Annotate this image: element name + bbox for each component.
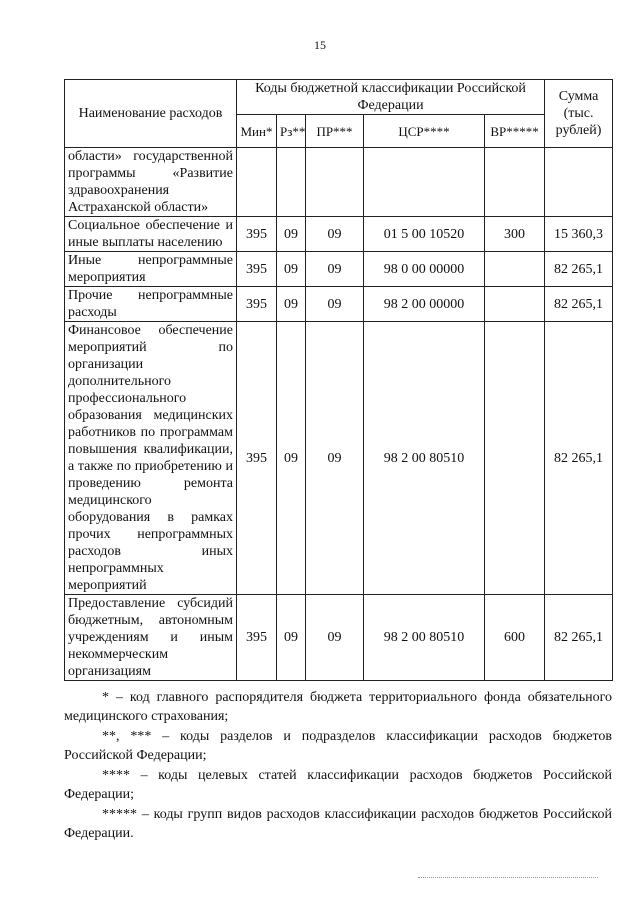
table-row — [65, 322, 613, 595]
row-amount — [545, 148, 613, 217]
row-min: 395 — [237, 287, 277, 322]
table-row — [65, 148, 613, 217]
row-csr: 01 5 00 10520 — [364, 217, 485, 252]
row-vr — [485, 252, 545, 287]
row-rz: 09 — [277, 322, 306, 595]
header-name: Наименование расходов — [65, 80, 237, 148]
row-pr: 09 — [306, 217, 364, 252]
header-pr: ПР*** — [306, 115, 364, 148]
row-vr — [485, 287, 545, 322]
row-rz: 09 — [277, 217, 306, 252]
row-min — [237, 148, 277, 217]
row-pr: 09 — [306, 252, 364, 287]
row-min: 395 — [237, 595, 277, 681]
row-name: Прочие непрограммные расходы — [65, 287, 237, 322]
row-amount: 15 360,3 — [545, 217, 613, 252]
scan-artifact — [418, 877, 598, 878]
header-amount: Сумма (тыс. рублей) — [545, 80, 613, 148]
header-rz: Рз** — [277, 115, 306, 148]
footnote: * – код главного распорядителя бюджета территориального фонда обязательного медицинского страхования; — [64, 690, 612, 724]
footnote: **** – коды целевых статей классификации расходов бюджетов Российской Федерации; — [64, 768, 612, 802]
row-rz: 09 — [277, 252, 306, 287]
budget-table — [64, 79, 613, 681]
row-min: 395 — [237, 217, 277, 252]
row-pr: 09 — [306, 595, 364, 681]
table-row — [65, 287, 613, 322]
row-amount: 82 265,1 — [545, 322, 613, 595]
row-vr: 300 — [485, 217, 545, 252]
table-row — [65, 252, 613, 287]
row-amount: 82 265,1 — [545, 595, 613, 681]
table-row — [65, 595, 613, 681]
row-name: Финансовое обеспечение мероприятий по организации дополнительного профессионального образования медицинских работников по программам повышения квалификации, а также по приобретению и проведению ремонта медицинского оборудования в рамках прочих непрограммных расходов иных непрограммных мероприятий — [65, 322, 237, 595]
row-pr: 09 — [306, 322, 364, 595]
header-csr: ЦСР**** — [364, 115, 485, 148]
row-rz: 09 — [277, 595, 306, 681]
row-name: области» государственной программы «Развитие здравоохранения Астраханской области» — [65, 148, 237, 217]
row-csr: 98 2 00 80510 — [364, 322, 485, 595]
row-min: 395 — [237, 322, 277, 595]
row-amount: 82 265,1 — [545, 252, 613, 287]
row-name: Предоставление субсидий бюджетным, автономным учреждениям и иным некоммерческим организациям — [65, 595, 237, 681]
row-rz — [277, 148, 306, 217]
header-codes-group: Коды бюджетной классификации Российской Федерации — [237, 80, 545, 115]
row-pr: 09 — [306, 287, 364, 322]
footnote: ***** – коды групп видов расходов классификации расходов бюджетов Российской Федерации. — [64, 807, 612, 841]
row-pr — [306, 148, 364, 217]
footnotes — [64, 688, 612, 844]
page-number: 15 — [314, 38, 326, 52]
row-min: 395 — [237, 252, 277, 287]
row-csr — [364, 148, 485, 217]
header-min: Мин* — [237, 115, 277, 148]
row-amount: 82 265,1 — [545, 287, 613, 322]
row-rz: 09 — [277, 287, 306, 322]
header-vr: ВР***** — [485, 115, 545, 148]
row-vr — [485, 148, 545, 217]
table-header-row — [65, 80, 613, 115]
row-vr — [485, 322, 545, 595]
row-csr: 98 0 00 00000 — [364, 252, 485, 287]
row-csr: 98 2 00 00000 — [364, 287, 485, 322]
footnote: **, *** – коды разделов и подразделов классификации расходов бюджетов Российской Федерации; — [64, 729, 612, 763]
row-vr: 600 — [485, 595, 545, 681]
row-name: Социальное обеспечение и иные выплаты населению — [65, 217, 237, 252]
row-csr: 98 2 00 80510 — [364, 595, 485, 681]
row-name: Иные непрограммные мероприятия — [65, 252, 237, 287]
table-row — [65, 217, 613, 252]
